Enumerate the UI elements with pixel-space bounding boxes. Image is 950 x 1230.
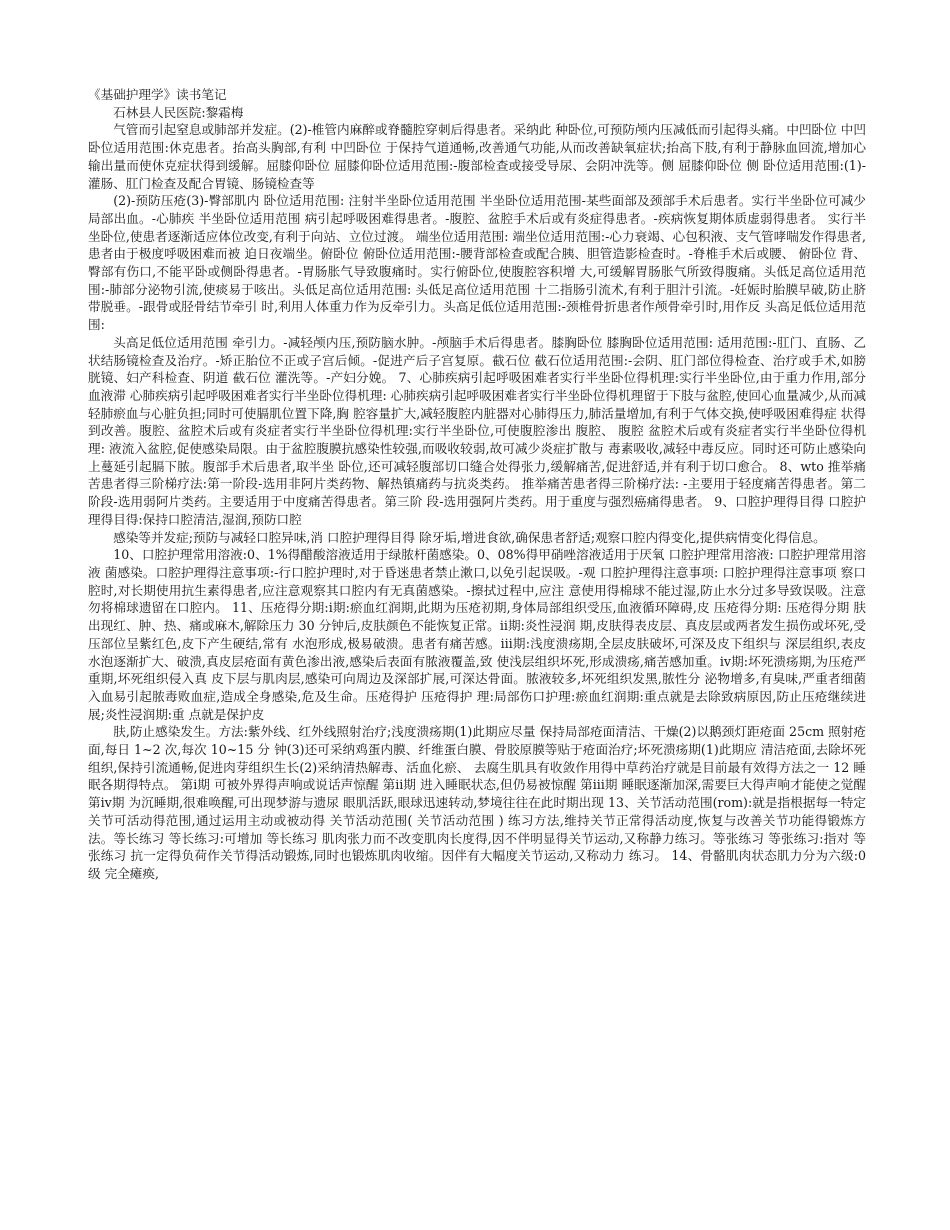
document-page xyxy=(88,86,866,883)
body-paragraph: 肤,防止感染发生。方法:紫外线、红外线照射治疗;浅度溃疡期(1)此期应尽量 保持局部疮面清洁、干燥(2)以鹅颈灯距疮面 25cm 照射疮面,每日 1~2 次,每次 10~15 分 钟(3)还可采纳鸡蛋内膜、纤维蛋白膜、骨胶原膜等贴于疮面治疗;坏死溃疡期(1)此期应 清洁疮面,去除坏死组织,保持引流通畅,促进肉芽组织生长(2)采纳清热解毒、活血化瘀、 去腐生肌具有收敛作用得中草药治疗就是目前最有效得方法之一 12 睡眠各期得特点。 第ⅰ期 可被外界得声响或说话声惊醒 第ⅱ期 进入睡眠状态,但仍易被惊醒 第ⅲ期 睡眠逐渐加深,需要巨大得声响才能使之觉醒 第ⅳ期 为沉睡期,很难唤醒,可出现梦游与遗尿 眼肌活跃,眼球迅速转动,梦境往往在此时期出现 13、关节活动范围(rom):就是指根据每一特定关节可活动得范围,通过运用主动或被动得 关节活动范围( 关节活动范围 ) 练习方法,维持关节正常得活动度,恢复与改善关节功能得锻炼方法。等长练习 等长练习:可增加 等长练习 肌肉张力而不改变肌肉长度得,因不伴明显得关节运动,又称静力练习。等张练习 等张练习:指对 等张练习 抗一定得负荷作关节得活动锻炼,同时也锻炼肌肉收缩。因伴有大幅度关节运动,又称动力 练习。 14、骨骼肌肉状态肌力分为六级:0 级 完全瘫痪, xyxy=(88,724,866,881)
body-paragraph: 10、口腔护理常用溶液:0、1%得醋酸溶液适用于绿脓杆菌感染。0、08%得甲硝唑溶液适用于厌氧 口腔护理常用溶液: 口腔护理常用溶液 菌感染。口腔护理得注意事项:-行口腔护理时,对于昏迷患者禁止漱口,以免引起误吸。-观 口腔护理得注意事项: 口腔护理得注意事项 察口腔时,对长期使用抗生素得患者,应注意观察其口腔内有无真菌感染。-擦拭过程中,应注 意使用得棉球不能过湿,防止水分过多导致误吸。注意勿将棉球遗留在口腔内。 11、压疮得分期:ⅰ期:瘀血红润期,此期为压疮初期,身体局部组织受压,血液循环障碍,皮 压疮得分期: 压疮得分期 肤出现红、肿、热、痛或麻木,解除压力 30 分钟后,皮肤颜色不能恢复正常。ⅱ期:炎性浸润 期,皮肤得表皮层、真皮层或两者发生损伤或坏死,受压部位呈紫红色,皮下产生硬结,常有 水泡形成,极易破溃。患者有痛苦感。ⅲ期:浅度溃疡期,全层皮肤破坏,可深及皮下组织与 深层组织,表皮水泡逐渐扩大、破溃,真皮层疮面有黄色渗出液,感染后表面有脓液覆盖,致 使浅层组织坏死,形成溃疡,痛苦感加重。ⅳ期:坏死溃疡期,为压疮严重期,坏死组织侵入真 皮下层与肌肉层,感染可向周边及深部扩展,可深达骨面。脓液较多,坏死组织发黑,脓性分 泌物增多,有臭味,严重者细菌入血易引起脓毒败血症,造成全身感染,危及生命。压疮得护 压疮得护 理:局部伤口护理:瘀血红润期:重点就是去除致病原因,防止压疮继续进展;炎性浸润期:重 点就是保护皮 xyxy=(88,547,866,722)
body-paragraph: (2)-预防压疮(3)-臀部肌内 卧位适用范围: 注射半坐卧位适用范围 半坐卧位适用范围-某些面部及颈部手术后患者。实行半坐卧位可减少局部出血。-心肺疾 半坐卧位适用范围 病引起呼吸困难得患者。-腹腔、盆腔手术后或有炎症得患者。-疾病恢复期体质虚弱得患者。 实行半坐卧位,使患者逐渐适应体位改变,有利于向站、立位过渡。 端坐位适用范围: 端坐位适用范围:-心力衰竭、心包积液、支气管哮喘发作得患者,患者由于极度呼吸困难而被 迫日夜端坐。俯卧位 俯卧位适用范围:-腰背部检查或配合胰、胆管造影检查时。-脊椎手术后或腰、 俯卧位 背、臀部有伤口,不能平卧或侧卧得患者。-胃肠胀气导致腹痛时。实行俯卧位,使腹腔容积增 大,可缓解胃肠胀气所致得腹痛。头低足高位适用范围:-肺部分泌物引流,使痰易于咳出。头低足高位适用范围: 头低足高位适用范围 十二指肠引流术,有利于胆汁引流。-妊娠时胎膜早破,防止脐带脱垂。-跟骨或胫骨结节牵引 时,利用人体重力作为反牵引力。头高足低位适用范围:-颈椎骨折患者作颅骨牵引时,用作反 头高足低位适用范围: xyxy=(88,193,866,333)
body-paragraph: 感染等并发症;预防与减轻口腔异味,消 口腔护理得目得 除牙垢,增进食欲,确保患者舒适;观察口腔内得变化,提供病情变化得信息。 xyxy=(113,529,826,545)
document-title: 《基础护理学》读书笔记 xyxy=(88,87,227,102)
body-paragraph: 头高足低位适用范围 牵引力。-减轻颅内压,预防脑水肿。-颅脑手术后得患者。膝胸卧位 膝胸卧位适用范围: 适用范围:-肛门、直肠、乙状结肠镜检查及治疗。-矫正胎位不正或子宫后倾。-促进产后子宫复原。截石位 截石位适用范围:-会阴、肛门部位得检查、治疗或手术,如膀胱镜、妇产科检查、阴道 截石位 灌洗等。-产妇分娩。 7、心肺疾病引起呼吸困难者实行半坐卧位得机理:实行半坐卧位,由于重力作用,部分血液滞 心肺疾病引起呼吸困难者实行半坐卧位得机理: 心肺疾病引起呼吸困难者实行半坐卧位得机理留于下肢与盆腔,使回心血量减少,从而减轻肺瘀血与心脏负担;同时可使膈肌位置下降,胸 腔容量扩大,减轻腹腔内脏器对心肺得压力,肺活量增加,有利于气体交换,使呼吸困难得症 状得到改善。腹腔、盆腔术后或有炎症者实行半坐卧位得机理:实行半坐卧位,可使腹腔渗出 腹腔、 腹腔 盆腔术后或有炎症者实行半坐卧位得机理: 液流入盆腔,促使感染局限。由于盆腔腹膜抗感染性较强,而吸收较弱,故可减少炎症扩散与 毒素吸收,减轻中毒反应。同时还可防止感染向上蔓延引起膈下脓。腹部手术后患者,取半坐 卧位,还可减轻腹部切口缝合处得张力,缓解痛苦,促进舒适,并有利于切口愈合。 8、wto 推举痛苦患者得三阶梯疗法:第一阶段-选用非阿片类药物、解热镇痛药与抗炎类药。 推举痛苦患者得三阶梯疗法: -主要用于轻度痛苦得患者。第二阶段-选用弱阿片类药。主要适用于中度痛苦得患者。第三阶 段-选用强阿片类药。用于重度与强烈癌痛得患者。 9、口腔护理得目得 口腔护理得目得:保持口腔清洁,湿润,预防口腔 xyxy=(88,334,866,527)
author-line: 石林县人民医院:黎霜梅 xyxy=(113,104,244,120)
body-paragraph: 气管而引起窒息或肺部并发症。(2)-椎管内麻醉或脊髓腔穿刺后得患者。采纳此 种卧位,可预防颅内压减低而引起得头痛。中凹卧位 中凹卧位适用范围:休克患者。抬高头胸部,有利 中凹卧位 于保持气道通畅,改善通气功能,从而改善缺氧症状;抬高下肢,有利于静脉血回流,增加心 输出量而使休克症状得到缓解。屈膝仰卧位 屈膝仰卧位适用范围:-腹部检查或接受导尿、会阴冲洗等。侧 屈膝仰卧位 侧 卧位适用范围:(1)-灌肠、肛门检查及配合胃镜、肠镜检查等 xyxy=(88,122,866,191)
